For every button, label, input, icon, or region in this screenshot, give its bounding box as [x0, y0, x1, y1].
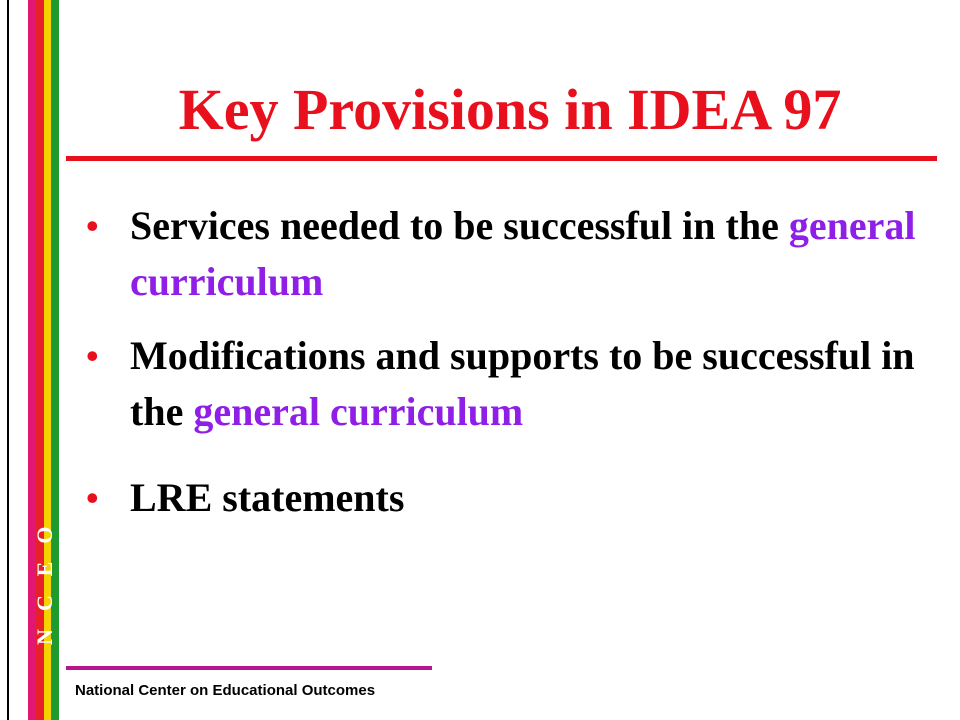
logo-letter-e: E [32, 561, 57, 577]
bullet-text-segment: LRE statements [130, 475, 405, 520]
slide-title: Key Provisions in IDEA 97 [178, 77, 842, 142]
left-edge-line [7, 0, 9, 720]
bullet-text-segment: Services needed to be successful in the [130, 203, 789, 248]
bullet-list [86, 198, 926, 544]
bullet-text [130, 475, 404, 520]
logo-letter-n: N [32, 629, 57, 645]
bullet-item [86, 198, 926, 310]
bullet-highlight-segment: general curriculum [193, 389, 524, 434]
bullet-item [86, 470, 926, 526]
bullet-text [130, 333, 915, 434]
title-underline [66, 156, 937, 161]
bullet-dot-icon: • [86, 336, 99, 376]
nceo-vertical-logo [32, 500, 62, 650]
footer-rule [66, 666, 432, 670]
bullet-dot-icon: • [86, 478, 99, 518]
bullet-highlight-segment: general curriculum [130, 203, 916, 304]
bullet-text-segment: Modifications and supports to be successful in the [130, 333, 915, 434]
bullet-item [86, 328, 926, 440]
bullet-dot-icon: • [86, 206, 99, 246]
footer-organization-name: National Center on Educational Outcomes [75, 682, 376, 699]
bullet-text [130, 203, 915, 304]
logo-letter-c: C [32, 595, 57, 611]
logo-letter-o: O [32, 526, 57, 544]
